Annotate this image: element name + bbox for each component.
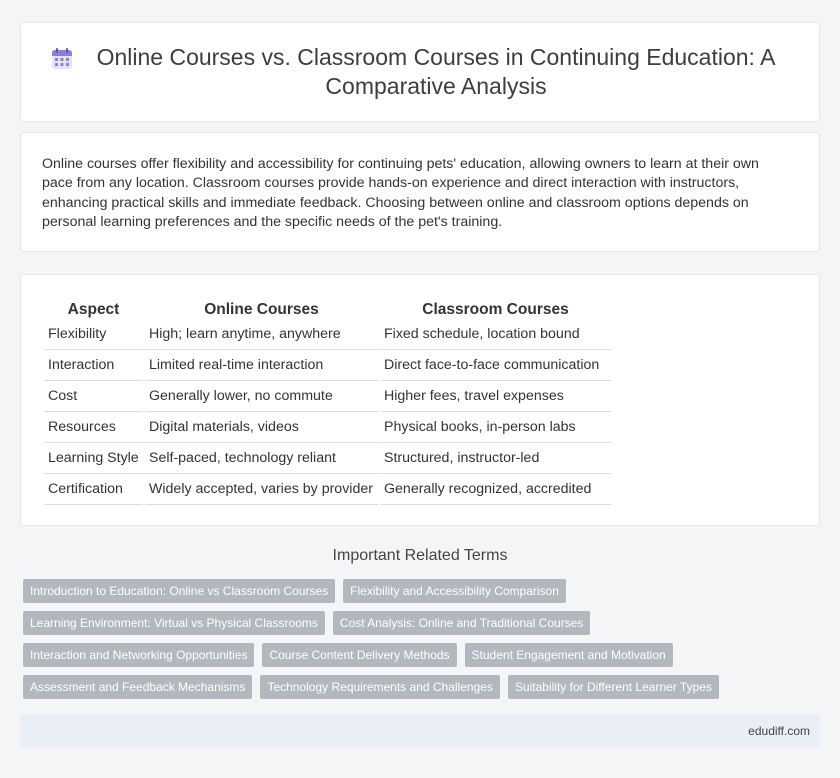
tag-row	[23, 611, 813, 635]
related-terms-heading: Important Related Terms	[332, 547, 508, 564]
related-terms-tags	[23, 579, 813, 707]
title-card	[20, 22, 820, 122]
tag-row	[23, 579, 813, 603]
intro-card	[20, 132, 820, 252]
table-row	[44, 412, 611, 443]
table-row	[44, 350, 611, 381]
table-row	[44, 443, 611, 474]
related-term-tag[interactable]: Cost Analysis: Online and Traditional Courses	[333, 611, 590, 635]
cell-online: Self-paced, technology reliant	[145, 443, 378, 474]
related-term-tag[interactable]: Learning Environment: Virtual vs Physical Classrooms	[23, 611, 325, 635]
intro-paragraph: Online courses offer flexibility and accessibility for continuing pets' education, allowing owners to learn at their own pace from any location. Classroom courses provide hands-on experience and direct interaction with instructors, enhancing practical skills and immediate feedback. Choosing between online and classroom options depends on personal learning preferences and the specific needs of the pet's training.	[42, 156, 759, 231]
cell-classroom: Fixed schedule, location bound	[380, 319, 611, 350]
cell-online: High; learn anytime, anywhere	[145, 319, 378, 350]
tag-row	[23, 643, 813, 667]
cell-classroom: Higher fees, travel expenses	[380, 381, 611, 412]
cell-aspect: Learning Style	[44, 443, 143, 474]
cell-aspect: Resources	[44, 412, 143, 443]
cell-online: Digital materials, videos	[145, 412, 378, 443]
cell-aspect: Interaction	[44, 350, 143, 381]
table-row	[44, 319, 611, 350]
table-row	[44, 381, 611, 412]
comparison-table	[42, 297, 613, 505]
cell-aspect: Certification	[44, 474, 143, 505]
header-aspect: Aspect	[67, 301, 120, 318]
header-online: Online Courses	[204, 301, 319, 318]
related-term-tag[interactable]: Flexibility and Accessibility Comparison	[343, 579, 566, 603]
cell-classroom: Structured, instructor-led	[380, 443, 611, 474]
related-term-tag[interactable]: Technology Requirements and Challenges	[260, 675, 499, 699]
footer	[20, 714, 820, 748]
related-term-tag[interactable]: Suitability for Different Learner Types	[508, 675, 719, 699]
table-row	[44, 474, 611, 505]
page-title: Online Courses vs. Classroom Courses in Continuing Education: A Comparative Analysis	[96, 44, 776, 99]
header-classroom: Classroom Courses	[422, 301, 569, 318]
cell-online: Limited real-time interaction	[145, 350, 378, 381]
related-term-tag[interactable]: Introduction to Education: Online vs Classroom Courses	[23, 579, 335, 603]
cell-online: Generally lower, no commute	[145, 381, 378, 412]
related-term-tag[interactable]: Student Engagement and Motivation	[465, 643, 673, 667]
comparison-card	[20, 274, 820, 526]
related-term-tag[interactable]: Course Content Delivery Methods	[262, 643, 456, 667]
tag-row	[23, 675, 813, 699]
cell-classroom: Generally recognized, accredited	[380, 474, 611, 505]
cell-aspect: Cost	[44, 381, 143, 412]
cell-classroom: Direct face-to-face communication	[380, 350, 611, 381]
footer-brand-link[interactable]: edudiff.com	[748, 724, 810, 738]
cell-online: Widely accepted, varies by provider	[145, 474, 378, 505]
related-term-tag[interactable]: Assessment and Feedback Mechanisms	[23, 675, 252, 699]
table-header-row	[44, 297, 611, 319]
cell-classroom: Physical books, in-person labs	[380, 412, 611, 443]
cell-aspect: Flexibility	[44, 319, 143, 350]
related-term-tag[interactable]: Interaction and Networking Opportunities	[23, 643, 254, 667]
